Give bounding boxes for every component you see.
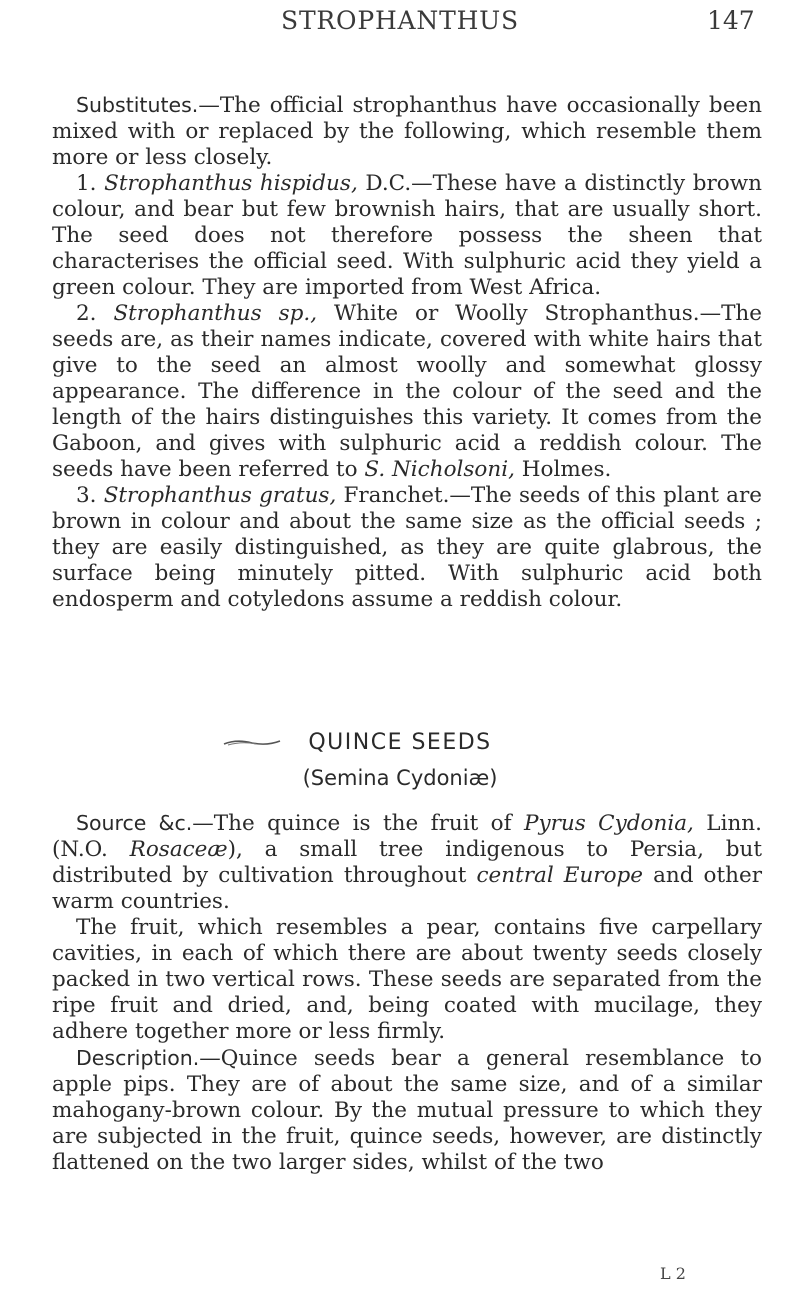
source-heading: Source &c. xyxy=(76,811,193,835)
order-name: Rosaceæ xyxy=(129,837,228,862)
source-paragraph: Source &c.—The quince is the fruit of Pyrus Cydonia, Linn. (N.O. Rosaceæ), a small tree indigenous to Persia, but distributed by cultivation throughout central Europe and other warm countries. xyxy=(52,811,762,914)
page-number: 147 xyxy=(707,6,755,35)
description-paragraph: Description.—Quince seeds bear a general resemblance to apple pips. They are of about the same size, and of a similar mahogany-brown colour. By the mutual pressure to which they are subjected in the fruit, quince seeds, however, are distinctly flattened on the two larger sides, whilst of the two xyxy=(52,1046,762,1175)
substitute-item-2: 2. Strophanthus sp., White or Woolly Strophanthus.—The seeds are, as their names indicate, covered with white hairs that give to the seed an almost woolly and somewhat glossy appearance. The difference in the colour of the seed and the length of the hairs distinguishes this variety. It comes from the Gaboon, and gives with sulphuric acid a reddish colour. The seeds have been referred to S. Nicholsoni, Holmes. xyxy=(52,301,762,482)
substitutes-intro: Substitutes.—The official strophanthus have occasionally been mixed with or replaced by the following, which resemble them more or less closely. xyxy=(52,93,762,170)
running-title: STROPHANTHUS xyxy=(281,6,519,35)
signature-mark: L 2 xyxy=(660,1264,686,1283)
species-name: Pyrus Cydonia, xyxy=(523,811,694,836)
substitutes-heading: Substitutes. xyxy=(76,93,199,117)
region-name: central Europe xyxy=(476,863,644,888)
species-name: Strophanthus hispidus, xyxy=(104,171,358,196)
species-name: Strophanthus gratus, xyxy=(103,483,337,508)
substitute-item-3: 3. Strophanthus gratus, Franchet.—The seeds of this plant are brown in colour and about the same size as the official seeds ; they are easily distinguished, as they are quite glabrous, the surface being minutely pitted. With sulphuric acid both endosperm and cotyledons assume a reddish colour. xyxy=(52,483,763,612)
section-subtitle: (Semina Cydoniæ) xyxy=(302,766,498,790)
species-name: Strophanthus sp., xyxy=(113,301,318,326)
fruit-paragraph: The fruit, which resembles a pear, contains five carpellary cavities, in each of which there are about twenty seeds closely packed in two vertical rows. These seeds are separated from the ripe fruit and dried, and, being coated with mucilage, they adhere together more or less firmly. xyxy=(52,915,762,1044)
species-name: S. Nicholsoni, xyxy=(364,457,515,482)
substitute-item-1: 1. Strophanthus hispidus, D.C.—These have a distinctly brown colour, and bear but few brownish hairs, that are usually short. The seed does not therefore possess the sheen that characterises the official seed. With sulphuric acid they yield a green colour. They are imported from West Africa. xyxy=(52,171,762,300)
substitutes-section xyxy=(52,92,762,613)
section-title: QUINCE SEEDS xyxy=(308,730,492,755)
quince-section xyxy=(52,810,762,1176)
description-heading: Description. xyxy=(76,1046,200,1070)
